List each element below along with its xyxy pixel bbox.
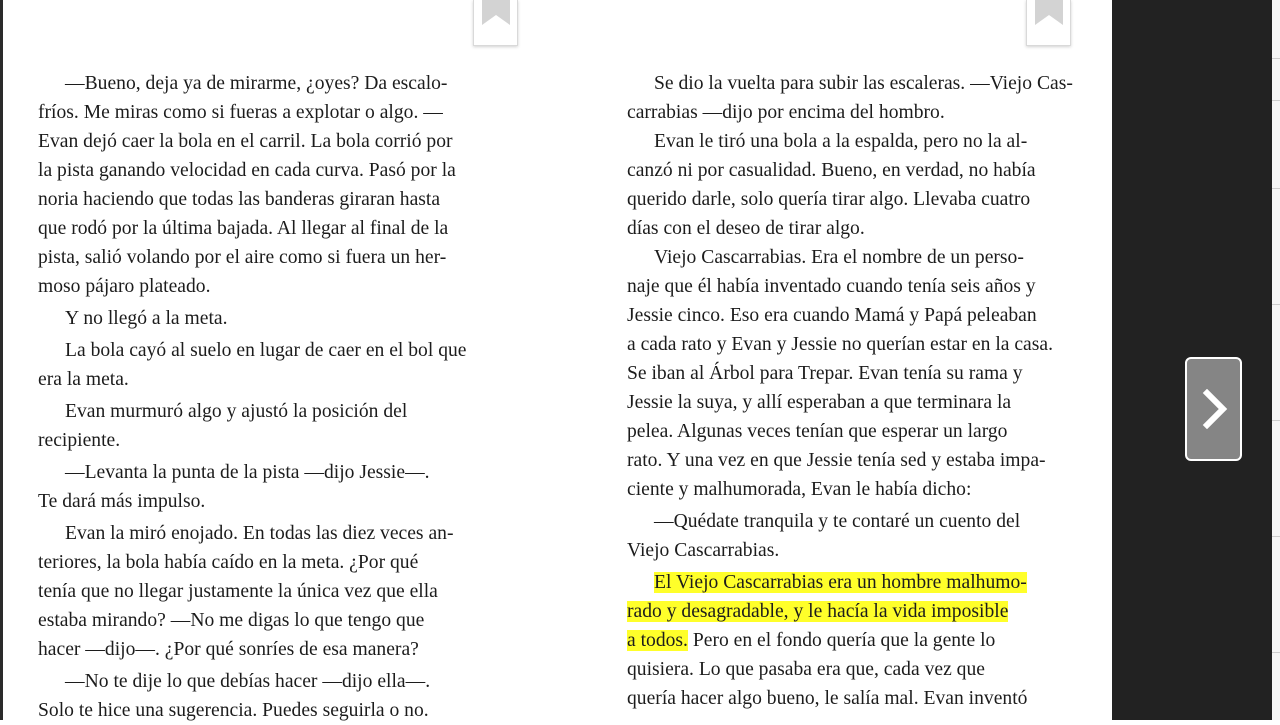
line-text: Evan dejó caer la bola en el carril. La bola corrió por	[38, 131, 453, 152]
line-text: querido darle, solo quería tirar algo. Llevaba cuatro	[627, 189, 1031, 210]
right-scroll-strip	[1272, 0, 1280, 720]
highlighted-text[interactable]: a todos.	[627, 630, 688, 651]
text-line	[38, 336, 508, 365]
text-line	[38, 127, 508, 156]
left-page-text	[38, 69, 508, 725]
text-line	[627, 156, 1102, 185]
text-line	[627, 388, 1102, 417]
text-line	[627, 301, 1102, 330]
line-text: que rodó por la última bajada. Al llegar al final de la	[38, 218, 449, 239]
text-line	[38, 98, 508, 127]
text-line	[627, 272, 1102, 301]
line-text: La bola cayó al suelo en lugar de caer en el bol que	[65, 340, 467, 361]
line-text: Solo te hice una sugerencia. Puedes seguirla o no.	[38, 700, 429, 721]
line-text: Y no llegó a la meta.	[65, 308, 228, 329]
bookmark-left-page[interactable]	[473, 0, 518, 46]
line-text: rato. Y una vez en que Jessie tenía sed y estaba impa-	[627, 450, 1046, 471]
text-line	[38, 696, 508, 725]
text-line	[38, 272, 508, 301]
line-text: moso pájaro plateado.	[38, 276, 211, 297]
line-text: Jessie la suya, y allí esperaban a que terminara la	[627, 392, 1012, 413]
bookmark-icon	[482, 0, 510, 26]
text-line	[627, 214, 1102, 243]
next-page-button[interactable]	[1185, 357, 1242, 461]
line-text: Jessie cinco. Eso era cuando Mamá y Papá peleaban	[627, 305, 1037, 326]
bookmark-icon	[1035, 0, 1063, 26]
line-text: a cada rato y Evan y Jessie no querían estar en la casa.	[627, 334, 1053, 355]
text-line	[627, 417, 1102, 446]
line-text: Evan la miró enojado. En todas las diez veces an-	[65, 523, 454, 544]
line-text: era la meta.	[38, 369, 129, 390]
line-text: Te dará más impulso.	[38, 491, 206, 512]
text-line	[38, 69, 508, 98]
text-line	[38, 577, 508, 606]
text-line	[38, 426, 508, 455]
text-line	[38, 243, 508, 272]
line-text: —No te dije lo que debías hacer —dijo ella—.	[65, 671, 431, 692]
text-line	[627, 127, 1102, 156]
text-line	[627, 568, 1102, 597]
text-line	[38, 548, 508, 577]
line-text: pelea. Algunas veces tenían que esperar un largo	[627, 421, 1008, 442]
text-line	[38, 156, 508, 185]
text-line	[38, 606, 508, 635]
text-line	[627, 597, 1102, 626]
line-text: —Quédate tranquila y te contaré un cuento del	[654, 511, 1021, 532]
text-line	[627, 243, 1102, 272]
text-line	[38, 214, 508, 243]
line-text: ciente y malhumorada, Evan le había dicho:	[627, 479, 972, 500]
text-line	[38, 397, 508, 426]
line-text: días con el deseo de tirar algo.	[627, 218, 865, 239]
line-text: tenía que no llegar justamente la única vez que ella	[38, 581, 438, 602]
text-line	[627, 684, 1102, 713]
line-text: fríos. Me miras como si fueras a explotar o algo. —	[38, 102, 443, 123]
line-text: Evan le tiró una bola a la espalda, pero no la al-	[654, 131, 1028, 152]
line-text: Viejo Cascarrabias. Era el nombre de un perso-	[654, 247, 1024, 268]
line-text: carrabias —dijo por encima del hombro.	[627, 102, 945, 123]
highlighted-text[interactable]: El Viejo Cascarrabias era un hombre malhumo-	[654, 572, 1027, 593]
text-line	[38, 667, 508, 696]
line-text: quisiera. Lo que pasaba era que, cada vez que	[627, 659, 985, 680]
text-line	[627, 536, 1102, 565]
highlighted-text[interactable]: rado y desagradable, y le hacía la vida imposible	[627, 601, 1009, 622]
line-text: Evan murmuró algo y ajustó la posición del	[65, 401, 408, 422]
bookmark-right-page[interactable]	[1026, 0, 1071, 46]
text-line	[627, 330, 1102, 359]
line-text: recipiente.	[38, 430, 121, 451]
text-line	[627, 475, 1102, 504]
text-line	[38, 458, 508, 487]
line-text: estaba mirando? —No me digas lo que tengo que	[38, 610, 425, 631]
line-text: quería hacer algo bueno, le salía mal. Evan inventó	[627, 688, 1028, 709]
text-line	[38, 185, 508, 214]
line-text: Se iban al Árbol para Trepar. Evan tenía su rama y	[627, 363, 1023, 384]
text-line	[627, 507, 1102, 536]
line-text: Pero en el fondo quería que la gente lo	[687, 630, 996, 651]
line-text: —Bueno, deja ya de mirarme, ¿oyes? Da escalo-	[65, 73, 448, 94]
line-text: pista, salió volando por el aire como si fuera un her-	[38, 247, 447, 268]
text-line	[38, 519, 508, 548]
text-line	[627, 359, 1102, 388]
line-text: hacer —dijo—. ¿Por qué sonríes de esa manera?	[38, 639, 419, 660]
line-text: —Levanta la punta de la pista —dijo Jessie—.	[65, 462, 430, 483]
text-line	[38, 635, 508, 664]
text-line	[627, 98, 1102, 127]
text-line	[38, 304, 508, 333]
text-line	[38, 487, 508, 516]
line-text: naje que él había inventado cuando tenía seis años y	[627, 276, 1036, 297]
line-text: Viejo Cascarrabias.	[627, 540, 780, 561]
line-text: noria haciendo que todas las banderas giraran hasta	[38, 189, 441, 210]
text-line	[627, 446, 1102, 475]
text-line	[627, 626, 1102, 655]
line-text: Se dio la vuelta para subir las escaleras. —Viejo Cas-	[654, 73, 1073, 94]
chevron-right-icon	[1199, 389, 1229, 429]
text-line	[627, 655, 1102, 684]
text-line	[38, 365, 508, 394]
text-line	[627, 69, 1102, 98]
text-line	[627, 185, 1102, 214]
left-edge	[0, 0, 3, 720]
right-page-text	[627, 69, 1102, 713]
line-text: teriores, la bola había caído en la meta. ¿Por qué	[38, 552, 419, 573]
line-text: la pista ganando velocidad en cada curva. Pasó por la	[38, 160, 456, 181]
line-text: canzó ni por casualidad. Bueno, en verdad, no había	[627, 160, 1036, 181]
